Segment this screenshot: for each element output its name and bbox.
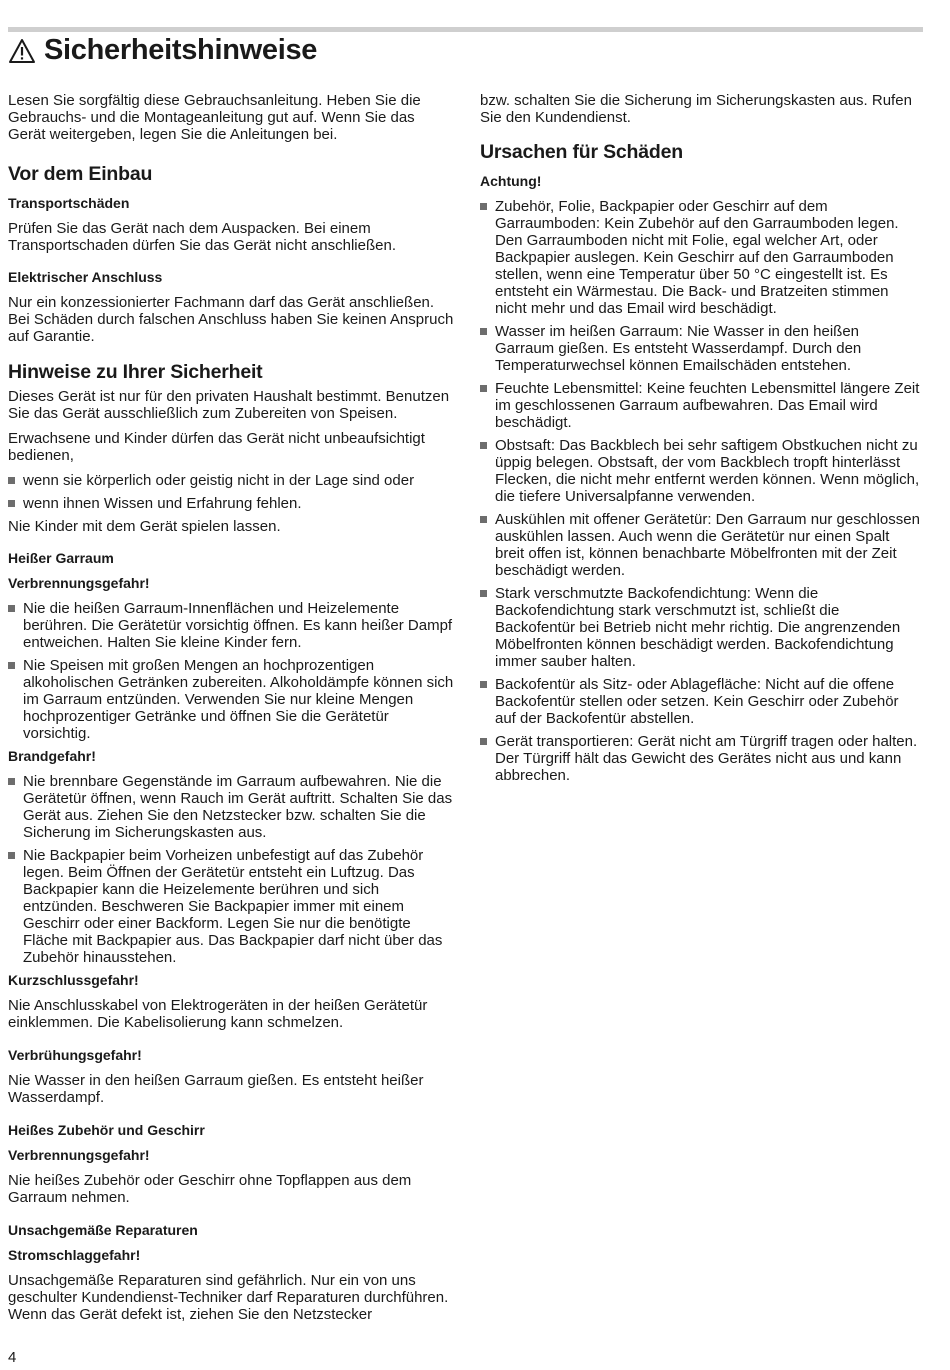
- heading-elektrischer-anschluss: Elektrischer Anschluss: [8, 269, 163, 285]
- list-item: Feuchte Lebensmittel: Keine feuchten Lebensmittel längere Zeit im geschlossenen Garraum aufbewahren. Das Email wird beschädigt.: [480, 380, 920, 431]
- brand-bullet-list: [8, 773, 454, 966]
- hinweise-bullet-list: [8, 472, 454, 512]
- right-column: [480, 92, 920, 790]
- heading-kurzschlussgefahr: Kurzschlussgefahr!: [8, 972, 139, 988]
- page-title-text: Sicherheitshinweise: [44, 34, 318, 66]
- heading-achtung: Achtung!: [480, 173, 542, 189]
- verbrennung-bullet-list: [8, 600, 454, 742]
- reparaturen-text: Unsachgemäße Reparaturen sind gefährlich. Nur ein von uns geschulter Kundendienst-Techniker darf Reparaturen durchführen. Wenn das Gerät defekt ist, ziehen Sie den Netzstecker: [8, 1272, 449, 1323]
- heading-transportschaeden: Transportschäden: [8, 195, 130, 211]
- page-title: [8, 34, 317, 67]
- continuation-paragraph: bzw. schalten Sie die Sicherung im Sicherungskasten aus. Rufen Sie den Kundendienst.: [480, 92, 912, 126]
- list-item: wenn ihnen Wissen und Erfahrung fehlen.: [8, 495, 454, 512]
- heading-heisser-garraum: Heißer Garraum: [8, 550, 114, 566]
- heading-ursachen-fuer-schaeden: Ursachen für Schäden: [480, 141, 683, 163]
- heading-vor-dem-einbau: Vor dem Einbau: [8, 163, 153, 185]
- heading-zubehoer-verbrennungsgefahr: Verbrennungsgefahr!: [8, 1147, 150, 1163]
- list-item: Gerät transportieren: Gerät nicht am Türgriff tragen oder halten. Der Türgriff hält das Gewicht des Gerätes nicht aus und kann abbrechen.: [480, 733, 920, 784]
- left-column: [8, 92, 454, 1331]
- intro-paragraph: Lesen Sie sorgfältig diese Gebrauchsanleitung. Heben Sie die Gebrauchs- und die Montageanleitung gut auf. Wenn Sie das Gerät weitergeben, legen Sie die Anleitungen bei.: [8, 92, 421, 143]
- list-item: Nie Speisen mit großen Mengen an hochprozentigen alkoholischen Getränken zubereiten. Alkoholdämpfe können sich im Garraum entzünden. Verwenden Sie nur kleine Mengen hochprozentiger Getränke und öffnen Sie die Gerätetür vorsichtig.: [8, 657, 454, 742]
- heading-verbruehungsgefahr: Verbrühungsgefahr!: [8, 1047, 142, 1063]
- heading-hinweise-sicherheit: Hinweise zu Ihrer Sicherheit: [8, 361, 263, 383]
- list-item: Nie brennbare Gegenstände im Garraum aufbewahren. Nie die Gerätetür öffnen, wenn Rauch im Gerät auftritt. Schalten Sie das Gerät aus. Ziehen Sie den Netzstecker bzw. schalten Sie die Sicherung im Sicherungskasten aus.: [8, 773, 454, 841]
- list-item: Backofentür als Sitz- oder Ablagefläche: Nicht auf die offene Backofentür stellen oder setzen. Kein Geschirr oder Zubehör auf der Backofentür abstellen.: [480, 676, 920, 727]
- list-item: Zubehör, Folie, Backpapier oder Geschirr auf dem Garraumboden: Kein Zubehör auf den Garraumboden legen. Den Garraumboden nicht mit Folie, egal welcher Art, oder Backpapier auslegen. Kein Geschirr auf den Garraumboden stellen, wenn eine Temperatur über 50 °C eingestellt ist. Es entsteht ein Wärmestau. Die Back- und Bratzeiten stimmen nicht mehr und das Email wird beschädigt.: [480, 198, 920, 317]
- hinweise-paragraph-2: Erwachsene und Kinder dürfen das Gerät nicht unbeaufsichtigt bedienen,: [8, 430, 425, 464]
- list-item: Auskühlen mit offener Gerätetür: Den Garraum nur geschlossen auskühlen lassen. Auch wenn die Gerätetür nur einen Spalt breit offen ist, können benachbarte Möbelfronten mit der Zeit beschädigt werden.: [480, 511, 920, 579]
- heading-heisses-zubehoer: Heißes Zubehör und Geschirr: [8, 1122, 205, 1138]
- list-item: wenn sie körperlich oder geistig nicht in der Lage sind oder: [8, 472, 454, 489]
- list-item: Obstsaft: Das Backblech bei sehr saftigem Obstkuchen nicht zu üppig belegen. Obstsaft, der vom Backblech tropft hinterlässt Flecken, die nicht mehr entfernt werden können. Wenn möglich, die tiefere Universalpfanne verwenden.: [480, 437, 920, 505]
- top-divider-bar: [8, 27, 923, 32]
- heading-unsachgemaesse-reparaturen: Unsachgemäße Reparaturen: [8, 1222, 198, 1238]
- transportschaeden-text: Prüfen Sie das Gerät nach dem Auspacken. Bei einem Transportschaden dürfen Sie das Gerät nicht anschließen.: [8, 220, 396, 254]
- list-item: Nie Backpapier beim Vorheizen unbefestigt auf das Zubehör legen. Beim Öffnen der Gerätetür entsteht ein Luftzug. Das Backpapier kann die Heizelemente berühren und sich entzünden. Beschweren Sie Backpapier immer mit einem Geschirr oder einer Backform. Legen Sie nur die benötigte Fläche mit Backpapier aus. Das Backpapier darf nicht über das Zubehör hinausstehen.: [8, 847, 454, 966]
- zubehoer-text: Nie heißes Zubehör oder Geschirr ohne Topflappen aus dem Garraum nehmen.: [8, 1172, 412, 1206]
- page-number: 4: [8, 1349, 17, 1366]
- heading-brandgefahr: Brandgefahr!: [8, 748, 96, 764]
- verbruehung-text: Nie Wasser in den heißen Garraum gießen. Es entsteht heißer Wasserdampf.: [8, 1072, 424, 1106]
- list-item: Wasser im heißen Garraum: Nie Wasser in den heißen Garraum gießen. Es entsteht Wasserdampf. Durch den Temperaturwechsel können Emailschäden entstehen.: [480, 323, 920, 374]
- hinweise-paragraph-1: Dieses Gerät ist nur für den privaten Haushalt bestimmt. Benutzen Sie das Gerät ausschließlich zum Zubereiten von Speisen.: [8, 388, 450, 422]
- heading-stromschlaggefahr: Stromschlaggefahr!: [8, 1247, 141, 1263]
- elektrischer-anschluss-text: Nur ein konzessionierter Fachmann darf das Gerät anschließen. Bei Schäden durch falschen Anschluss haben Sie keinen Anspruch auf Garantie.: [8, 294, 454, 345]
- list-item: Nie die heißen Garraum-Innenflächen und Heizelemente berühren. Die Gerätetür vorsichtig öffnen. Es kann heißer Dampf entweichen. Halten Sie kleine Kinder fern.: [8, 600, 454, 651]
- list-item: Stark verschmutzte Backofendichtung: Wenn die Backofendichtung stark verschmutzt ist, schließt die Backofentür bei Betrieb nicht mehr richtig. Die angrenzenden Möbelfronten können beschädigt werden. Backofendichtung immer sauber halten.: [480, 585, 920, 670]
- hinweise-paragraph-3: Nie Kinder mit dem Gerät spielen lassen.: [8, 518, 281, 535]
- heading-verbrennungsgefahr: Verbrennungsgefahr!: [8, 575, 150, 591]
- ursachen-bullet-list: [480, 198, 920, 784]
- warning-triangle-icon: [8, 38, 36, 64]
- kurzschluss-text: Nie Anschlusskabel von Elektrogeräten in der heißen Gerätetür einklemmen. Die Kabelisolierung kann schmelzen.: [8, 997, 428, 1031]
